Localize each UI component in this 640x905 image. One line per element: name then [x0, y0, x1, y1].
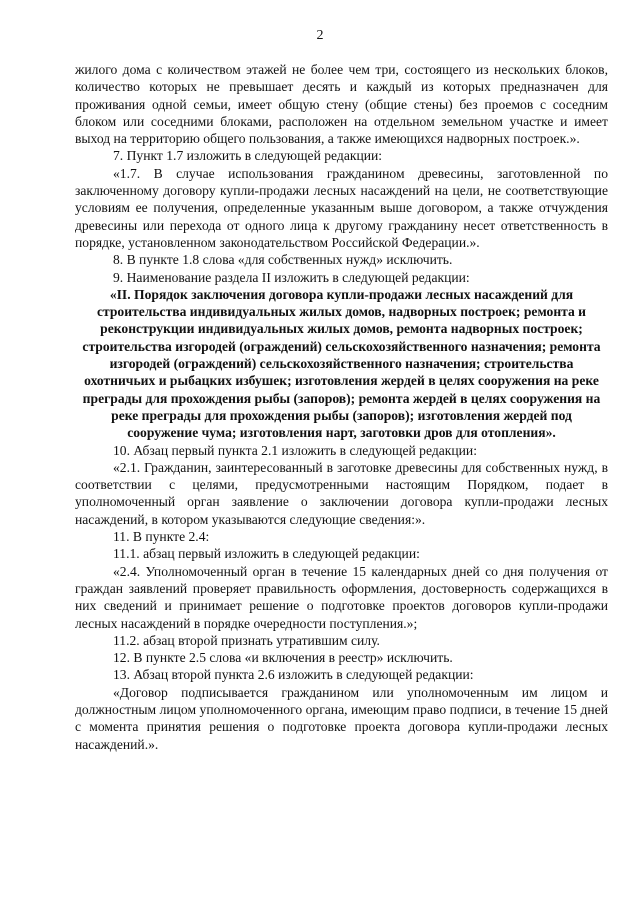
paragraph-item-9: 9. Наименование раздела II изложить в следующей редакции:: [113, 269, 470, 285]
paragraph-item-13: 13. Абзац второй пункта 2.6 изложить в следующей редакции:: [113, 667, 474, 683]
paragraph-item-11-1: 11.1. абзац первый изложить в следующей редакции:: [113, 546, 420, 562]
paragraph-clause-1-7: «1.7. В случае использования гражданином древесины, заготовленной по заключенному договору купли-продажи лесных насаждений на цели, не соответствующие условиям ее получения, определенные указанным выше договором, а также отчуждения древесины или перехода от одного лица к другому гражданину несет ответственность в порядке, установленном законодательством Российской Федерации.».: [75, 165, 608, 250]
paragraph-item-11-2: 11.2. абзац второй признать утратившим силу.: [113, 632, 380, 648]
paragraph-item-11: 11. В пункте 2.4:: [113, 529, 210, 545]
paragraph-item-7: 7. Пункт 1.7 изложить в следующей редакции:: [113, 148, 383, 164]
section-ii-heading: «II. Порядок заключения договора купли-продажи лесных насаждений для строительства индивидуальных жилых домов, надворных построек; ремонта и реконструкции индивидуальных жилых домов, ремонта надворных построек; строительства изгородей (ограждений) сельскохозяйственного назначения; ремонта изгородей (ограждений) сельскохозяйственного назначения; строительства охотничьих и рыбацких избушек; изготовления жердей в целях сооружения на реке преграды для прохождения рыбы (запоров); ремонта жердей в целях сооружения на реке преграды для прохождения рыбы (запоров); изготовления жердей под сооружение чума; изготовления нарт, заготовки дров для отопления».: [82, 286, 601, 441]
paragraph-continuation: жилого дома с количеством этажей не более чем три, состоящего из нескольких блоков, количество которых не превышает десять и каждый из которых предназначен для проживания одной семьи, имеет общую стену (общие стены) без проемов с соседним блоком или соседними блоками, расположен на отдельном земельном участке и имеет выход на территорию общего пользования, а также имеющихся надворных построек.».: [75, 62, 608, 147]
page-number: 2: [316, 28, 324, 43]
paragraph-item-12: 12. В пункте 2.5 слова «и включения в реестр» исключить.: [113, 650, 453, 666]
document-body: [75, 61, 608, 753]
paragraph-item-8: 8. В пункте 1.8 слова «для собственных нужд» исключить.: [113, 252, 453, 268]
paragraph-item-10: 10. Абзац первый пункта 2.1 изложить в следующей редакции:: [113, 442, 477, 458]
paragraph-clause-2-4: «2.4. Уполномоченный орган в течение 15 календарных дней со дня получения от граждан заявлений проверяет правильность оформления, достоверность содержащихся в них сведений и принимает решение о подготовке проектов договоров купли-продажи лесных насаждений в порядке очередности поступления.»;: [75, 563, 608, 631]
paragraph-clause-2-6: «Договор подписывается гражданином или уполномоченным им лицом и должностным лицом уполномоченного органа, имеющим право подписи, в течение 15 дней с момента принятия решения о подготовке проекта договора купли-продажи лесных насаждений.».: [75, 684, 608, 752]
paragraph-clause-2-1: «2.1. Гражданин, заинтересованный в заготовке древесины для собственных нужд, в соответствии с целями, предусмотренными настоящим Порядком, подает в уполномоченный орган заявление о заключении договора купли-продажи лесных насаждений, в котором указываются следующие сведения:».: [75, 459, 608, 527]
